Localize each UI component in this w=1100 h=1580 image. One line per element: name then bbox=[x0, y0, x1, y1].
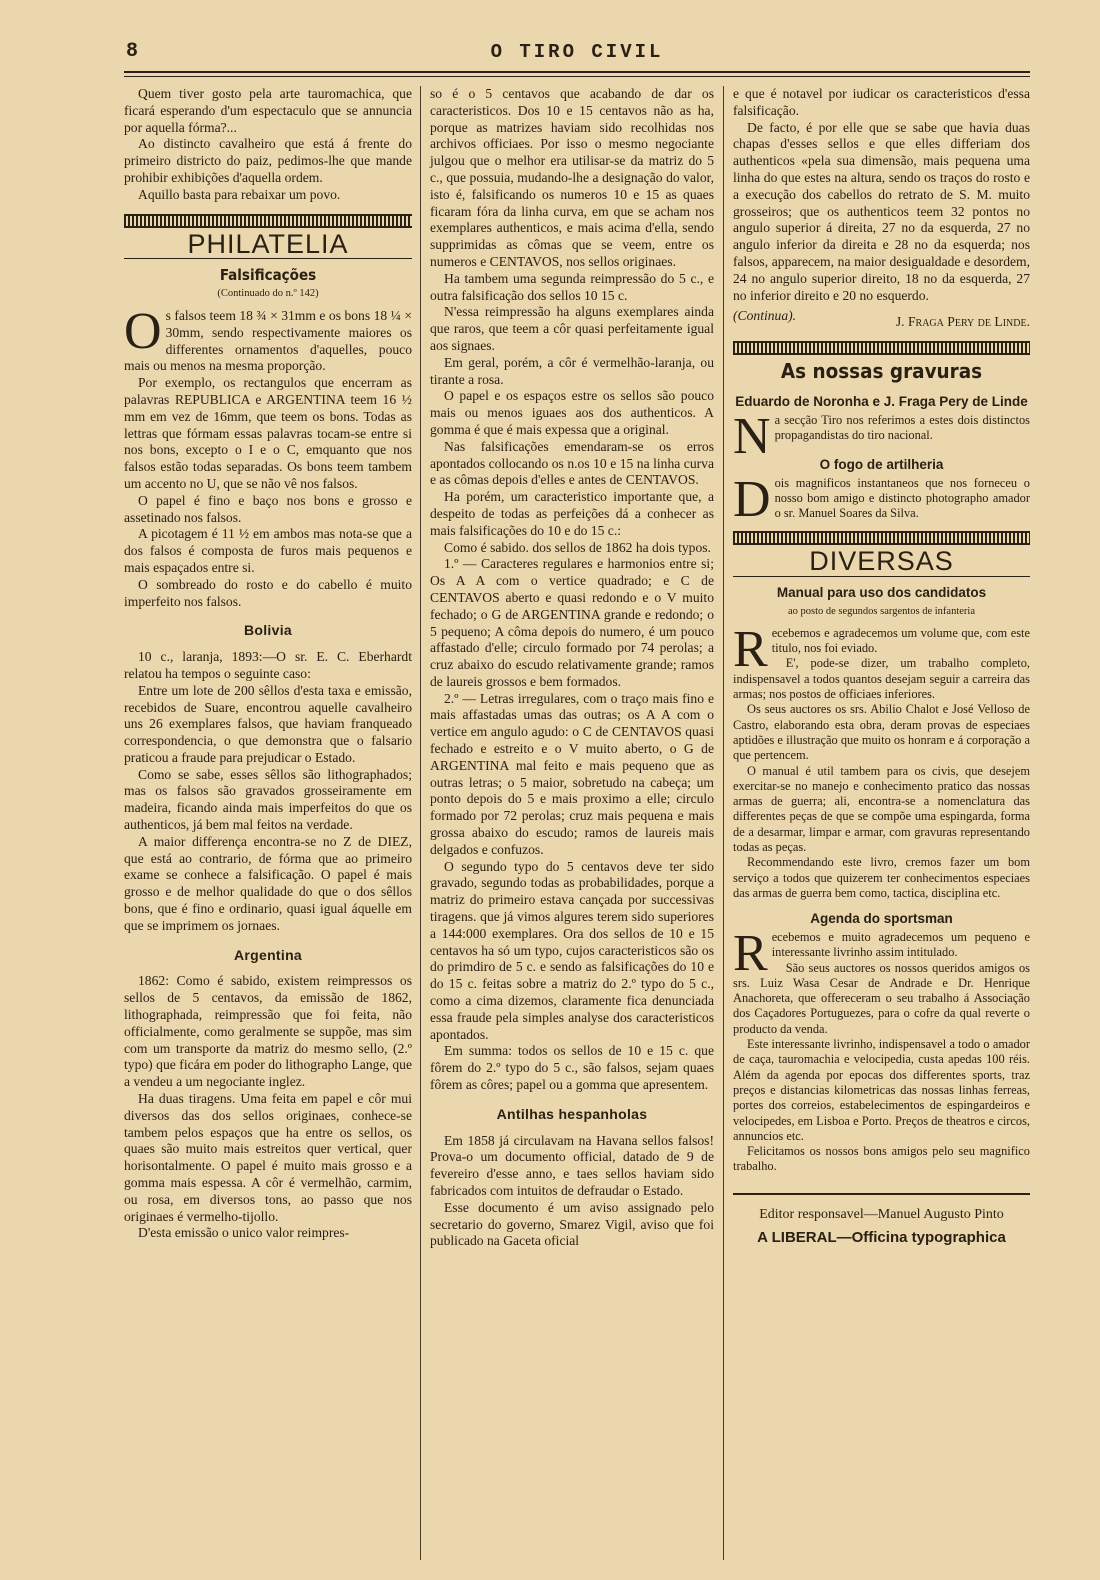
footer-rule bbox=[733, 1193, 1030, 1195]
paragraph: O papel é fino e baço nos bons e grosso e assetinado nos falsos. bbox=[124, 492, 412, 525]
paragraph: Os seus auctores os srs. Abilio Chalot e José Velloso de Castro, elaborando esta obra, deram provas de especiaes aptidões e illustração que muito os honram e á corporação a que pertencem. bbox=[733, 702, 1030, 763]
paragraph: Como se sabe, esses sêllos são lithographados; mas os falsos são gravados grosseiramente em madeira, ficando ainda mais imperfeitos do que os authenticos, já bem mal feitos na verdade. bbox=[124, 766, 412, 833]
paragraph: Em geral, porém, a côr é vermelhão-laranja, ou tirante a rosa. bbox=[430, 354, 714, 387]
section-title-philatelia: PHILATELIA bbox=[187, 228, 349, 259]
divider bbox=[733, 576, 1030, 577]
heading-antilhas: Antilhas hespanholas bbox=[496, 1105, 648, 1122]
paragraph: Por exemplo, os rectangulos que encerram as palavras REPUBLICA e ARGENTINA teem 16 ½ mm em vez de 16mm, que teem os bons. Todas as lettras que fórmam essas palavras tocam-se entre si nos bons, excepto o I e o C, emquanto que nos falsos estão todas separadas. Os bons teem tambem um accento no U, que se não vê nos falsos. bbox=[124, 375, 412, 491]
columns bbox=[124, 86, 1030, 1560]
paragraph: O segundo typo do 5 centavos deve ter sido gravado, segundo todas as probabilidades, porque a matriz do primeiro estava cançada por successivas tiragens. que já vimos algures terem sido superiores a 144:000 exemplares. Ora dos sellos de 10 e 15 centavos ha só um typo, cujos caracteristicos são os do primdiro de 5 c. e sendo as falsificações do 10 e do 15 c. feitas sobre a matriz do 2.º typo do 5 c., como a cima dizemos, claramente fica denunciada essa fraude pela simples analyse dos caracteristicos apontados. bbox=[430, 858, 714, 1042]
printer-line: A LIBERAL—Officina typographica bbox=[757, 1228, 1006, 1246]
drop-cap: O bbox=[124, 302, 162, 360]
subtitle-falsificacoes: Falsificações bbox=[219, 266, 317, 285]
paragraph: O sombreado do rosto e do cabello é muito imperfeito nos falsos. bbox=[124, 576, 412, 609]
agenda-lead: ecebemos e muito agradecemos um pequeno e interessante livrinho assim intitulado. bbox=[771, 929, 1030, 960]
paragraph: Quem tiver gosto pela arte tauromachica, que ficará esperando d'um espectaculo que se annuncia por aquella fórma?... bbox=[124, 86, 412, 135]
paragraph: Esse documento é um aviso assignado pelo secretario do governo, Smarez Vigil, aviso que foi publicado na Gaceta oficial bbox=[430, 1199, 714, 1249]
drop-cap: R bbox=[733, 620, 768, 678]
column-1 bbox=[124, 86, 420, 1560]
paragraph: Em 1858 já circulavam na Havana sellos falsos! Prova-o um documento official, datado de 9 de fevereiro d'esse anno, e taes sellos haviam sido fabricados com intuitos de defraudar o Estado. bbox=[430, 1132, 714, 1198]
gravura-title: O fogo de artilheria bbox=[819, 456, 944, 472]
page-number: 8 bbox=[126, 40, 139, 63]
column-2 bbox=[420, 86, 724, 1560]
section-title-gravuras: As nossas gravuras bbox=[780, 359, 983, 384]
manual-title: Manual para uso dos candidatos bbox=[776, 585, 987, 601]
paragraph: De facto, é por elle que se sabe que havia duas chapas d'esses sellos e que elles differiam dos authenticos «pela sua dimensão, mais pequena uma linha do que estes na altura, sendo os traços do rosto e a execução dos cabellos do retrato de S. M. muito grosseiros; que os authenticos teem 32 pontos no angulo superior á direita, 27 no da esquerda, 27 no angulo inferior da direita e 28 no da esquerda; nos falsos, apparecem, na maior desigualdade e desordem, 24 no angulo superior direito, 18 no da esquerda, 27 no inferior direito e 20 no esquerdo. bbox=[733, 119, 1030, 303]
paragraph: Felicitamos os nossos bons amigos pelo seu magnifico trabalho. bbox=[733, 1144, 1030, 1174]
gravura-title: Eduardo de Noronha e J. Fraga Pery de Linde bbox=[735, 393, 1028, 409]
newspaper-title: O TIRO CIVIL bbox=[490, 41, 664, 63]
continua-note: (Continua). bbox=[733, 308, 797, 324]
paragraph: Este interessante livrinho, indispensavel a todo o amador de caça, tauromachia e velocipedia, custa apedas 100 réis. Além da agenda por epocas dos differentes sports, traz preços e distancias kilometricas das nossas linhas ferreas, portes dos correios, estabelecimentos de espingardeiros e velocipedes, em Lisboa e Porto. Preços de theatros e circos, annuncios etc. bbox=[733, 1037, 1030, 1143]
continued-note: (Continuado do n.º 142) bbox=[217, 288, 319, 300]
drop-cap: N bbox=[733, 407, 771, 465]
paragraph: Ao distincto cavalheiro que está á frente do primeiro districto do paiz, pedimos-lhe que mande prohibir exhibições d'aquella ordem. bbox=[124, 136, 412, 185]
paragraph: O papel e os espaços estre os sellos são pouco mais ou menos iguaes aos dos authenticos. A gomma é que é mais expessa que a original. bbox=[430, 388, 714, 437]
paragraph: D'esta emissão o unico valor reimpres- bbox=[138, 1225, 350, 1241]
paragraph: 1862: Como é sabido, existem reimpressos os sellos de 5 centavos, da emissão de 1862, lithographada, reimpressão que foi feita, não officialmente, como geralmente se suppõe, mas sim com um transporte da matriz do mesmo sello, (2.º typo) que ficára em poder do lithographo Lange, que a vendeu a um negociante inglez. bbox=[124, 973, 412, 1090]
paragraph: São seus auctores os nossos queridos amigos os srs. Luiz Wasa Cesar de Andrade e Dr. Henrique Anachoreta, que offereceram o seu trabalho á Associação dos Caçadores Portuguezes, para o cofre da qual reverte o producto da venda. bbox=[733, 960, 1030, 1036]
gravura-text: ois magnificos instantaneos que nos forneceu o nosso bom amigo e distincto photographo amador o sr. Manuel Soares da Silva. bbox=[774, 475, 1030, 521]
paragraph: Aquillo basta para rebaixar um povo. bbox=[138, 186, 341, 202]
paragraph: O manual é util tambem para os civis, que desejem exercitar-se no manejo e conhecimento pratico das nossas armas de guerra; ali, encontra-se a nomenclatura das differentes peças de que se compõe uma espingarda, forma de a desarmar, limpar e armar, com gravuras representando todas as peças. bbox=[733, 763, 1030, 854]
paragraph: 2.º — Letras irregulares, com o traço mais fino e mais affastadas umas das outras; os A A com o vertice em angulo agudo: o C de CENTAVOS quasi fechado e estreito e o V muito aberto, o G de ARGENTINA mal feito e mais pequeno que as outras letras; o 5 maior, sobretudo na cabeça; um ponto depois do 5 e mais proximo a elle; circulo formado por 72 perolas; cruz mais pequena e mais grossa abaixo do escudo; ramos de laureis mais delgados e confuzos. bbox=[430, 690, 714, 857]
paragraph: 1.º — Caracteres regulares e harmonios entre si; Os A A com o vertice quadrado; e C de CENTAVOS aberto e quasi redondo e o V muito fechado; o G de ARGENTINA grande e redondo; o 5 pequeno; A côma depois do numero, é um pouco affastado d'elle; circulo formado por 74 perolas; a cruz abaixo do escudo relativamente grande; ramos de laureis grossos e bem formados. bbox=[430, 556, 714, 689]
paragraph: Entre um lote de 200 sêllos d'esta taxa e emissão, recebidos de Suare, encontrou aquelle cavalheiro uns 26 exemplares falsos, que haviam franqueado correspondencia, o que demonstra que o falsario praticou a fraude para prejudicar o Estado. bbox=[124, 682, 412, 765]
paragraph: Ha duas tiragens. Uma feita em papel e côr mui diversos das dos sellos originaes, conhece-se tambem pelos espaços que ha entre os sellos, os quaes são muito mais estreitos quer vertical, quer horisontalmente. O papel é muito mais grosso e a gomma mais espessa. A côr é vermelhão, carmim, ou rosa, em diversos tons, ao passo que nos originaes é vermelho-tijollo. bbox=[124, 1091, 412, 1224]
manual-subtitle: ao posto de segundos sargentos de infanteria bbox=[787, 606, 975, 618]
editor-line: Editor responsavel—Manuel Augusto Pinto bbox=[759, 1206, 1004, 1222]
paragraph: so é o 5 centavos que acabando de dar os caracteristicos. Dos 10 e 15 centavos não as ha, porque as matrizes haviam sido recolhidas nos archivos officiaes. Por isso o mesmo negociante julgou que o melhor era utilisar-se da matriz do 5 c., que possuia, mudando-lhe a designação do valor, isto é, falsificando os numeros 10 e 15 as quaes ficaram fóra da linha curva, em que se acham nos exemplares authenticos, e mais acima d'ella, sendo supprimidas as cômas que se veem, entre os numeros e CENTAVOS, nos sellos originaes. bbox=[430, 86, 714, 269]
lead-paragraph: s falsos teem 18 ¾ × 31mm e os bons 18 ¼ × 30mm, sendo respectivamente maiores os differentes ornamentos d'aquelles, pouco mais ou menos na mesma proporção. bbox=[124, 307, 412, 374]
ornament-divider bbox=[733, 531, 1030, 545]
page-header bbox=[124, 38, 1030, 68]
author-signature: J. Fraga Pery de Linde. bbox=[895, 314, 1030, 330]
paragraph: Recommendando este livro, cremos fazer um bom serviço a todos que quizerem ter conhecimentos especiaes das armas de guerra bem como, tactica, disciplina etc. bbox=[733, 855, 1030, 900]
paragraph: Em summa: todos os sellos de 10 e 15 c. que fôrem do 2.º typo do 5 c., são falsos, sejam quaes fôrem as côres; papel ou a gomma que apresentem. bbox=[430, 1043, 714, 1093]
heading-bolivia: Bolivia bbox=[243, 622, 292, 639]
column-3 bbox=[724, 86, 1030, 1560]
paragraph: A maior differença encontra-se no Z de DIEZ, que está ao contrario, de fórma que ao primeiro exame se conhece a falsificação. O papel é mais grosso e de melhor qualidade do que o dos sêllos bons, que é fino e ordinario, quasi igual áquelle em que se imprimem os jornaes. bbox=[124, 833, 412, 933]
paragraph: Ha porém, um caracteristico importante que, a despeito de todas as perfeições dá a conhecer as mais falsificações do 10 e do 15 c.: bbox=[430, 489, 714, 538]
ornament-divider bbox=[733, 341, 1030, 355]
drop-cap: R bbox=[733, 924, 768, 982]
ornament-divider bbox=[124, 214, 412, 228]
paragraph: E', pode-se dizer, um trabalho completo, indispensavel a todos quantos desejam seguir a carreira das armas; nos postos de officiaes inferiores. bbox=[733, 656, 1030, 702]
agenda-title: Agenda do sportsman bbox=[810, 911, 953, 927]
drop-cap: D bbox=[733, 470, 771, 528]
paragraph: Como é sabido. dos sellos de 1862 ha dois typos. bbox=[444, 539, 711, 555]
paragraph: 10 c., laranja, 1893:—O sr. E. C. Eberhardt relatou ha tempos o seguinte caso: bbox=[124, 649, 412, 681]
paragraph: e que é notavel por iudicar os caracteristicos d'essa falsificação. bbox=[733, 86, 1030, 118]
header-rule bbox=[124, 71, 1030, 77]
paragraph: Nas falsificações emendaram-se os erros apontados collocando os n.os 10 e 15 na linha curva e as cômas depois d'elles e antes de CENTAVOS. bbox=[430, 438, 714, 488]
paragraph: A picotagem é 11 ½ em ambos mas nota-se que a dos falsos é composta de furos mais pequenos e mais espaçados entre si. bbox=[124, 526, 412, 575]
paragraph: N'essa reimpressão ha alguns exemplares ainda que raros, que teem a côr quasi perfeitamente igual aos signaes. bbox=[430, 304, 714, 353]
section-title-diversas: DIVERSAS bbox=[809, 546, 954, 577]
gravura-text: a secção Tiro nos referimos a estes dois distinctos propagandistas do tiro nacional. bbox=[774, 412, 1030, 443]
manual-lead: ecebemos e agradecemos um volume que, com este titulo, nos foi eviado. bbox=[771, 625, 1030, 656]
paragraph: Ha tambem uma segunda reimpressão do 5 c., e outra falsificação dos sellos 10 15 c. bbox=[430, 270, 714, 303]
heading-argentina: Argentina bbox=[233, 946, 303, 963]
